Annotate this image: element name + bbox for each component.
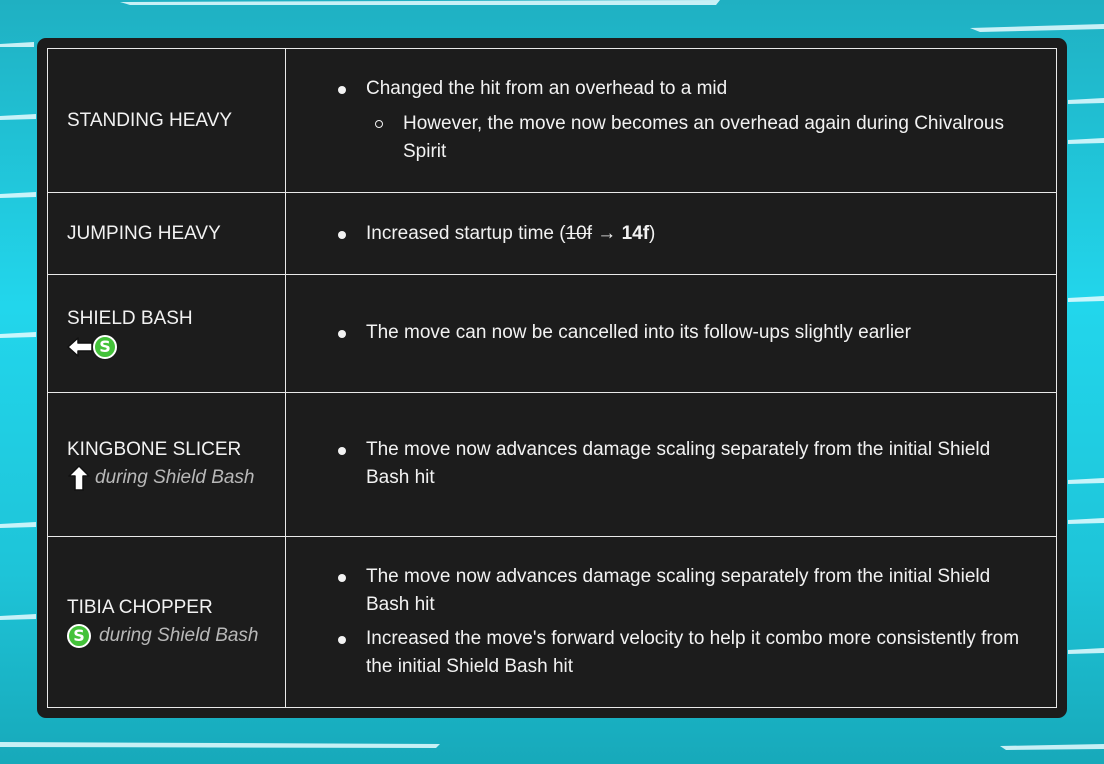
command-input <box>67 622 273 650</box>
move-name: TIBIA CHOPPER <box>67 596 213 618</box>
move-condition: during Shield Bash <box>95 467 255 489</box>
list-item: The move can now be cancelled into its follow-ups slightly earlier <box>366 319 1036 347</box>
change-list <box>286 436 1036 492</box>
old-value: 10f <box>565 222 593 244</box>
move-cell <box>48 536 286 707</box>
list-item: The move now advances damage scaling separately from the initial Shield Bash hit <box>366 436 1036 492</box>
new-value: 14f <box>621 222 650 244</box>
change-list <box>286 563 1036 681</box>
command-input <box>67 464 273 492</box>
change-list <box>286 220 1036 248</box>
left-arrow-icon <box>67 335 93 359</box>
table-row <box>48 275 1057 392</box>
move-cell <box>48 193 286 275</box>
list-item: Changed the hit from an overhead to a mid However, the move now becomes an overhead again during Chivalrous Spirit <box>366 75 1036 166</box>
special-button-icon: S <box>67 624 91 648</box>
change-arrow: → <box>592 222 622 244</box>
list-item: Increased startup time (10f → 14f) <box>366 220 1036 248</box>
list-item: Increased the move's forward velocity to help it combo more consistently from the initial Shield Bash hit <box>366 625 1036 681</box>
table-row <box>48 392 1057 536</box>
table-row <box>48 536 1057 707</box>
up-arrow-icon <box>67 465 91 491</box>
patch-notes-card <box>37 38 1067 718</box>
changes-cell <box>286 49 1057 193</box>
list-item: The move now advances damage scaling separately from the initial Shield Bash hit <box>366 563 1036 619</box>
move-condition: during Shield Bash <box>99 624 259 646</box>
move-name: KINGBONE SLICER <box>67 439 242 461</box>
move-cell <box>48 49 286 193</box>
special-button-icon: S <box>93 335 117 359</box>
move-cell <box>48 392 286 536</box>
patch-notes-table <box>47 48 1057 708</box>
move-name: JUMPING HEAVY <box>67 222 221 244</box>
changes-cell <box>286 193 1057 275</box>
move-name: STANDING HEAVY <box>67 109 233 131</box>
changes-cell <box>286 275 1057 392</box>
sub-change-list <box>366 110 1036 166</box>
changes-cell <box>286 536 1057 707</box>
command-input <box>67 333 273 361</box>
move-name: SHIELD BASH <box>67 308 193 330</box>
changes-cell <box>286 392 1057 536</box>
change-list <box>286 75 1036 166</box>
list-item: However, the move now becomes an overhead again during Chivalrous Spirit <box>403 110 1036 166</box>
table-row <box>48 193 1057 275</box>
table-row <box>48 49 1057 193</box>
change-list <box>286 319 1036 347</box>
move-cell <box>48 275 286 392</box>
